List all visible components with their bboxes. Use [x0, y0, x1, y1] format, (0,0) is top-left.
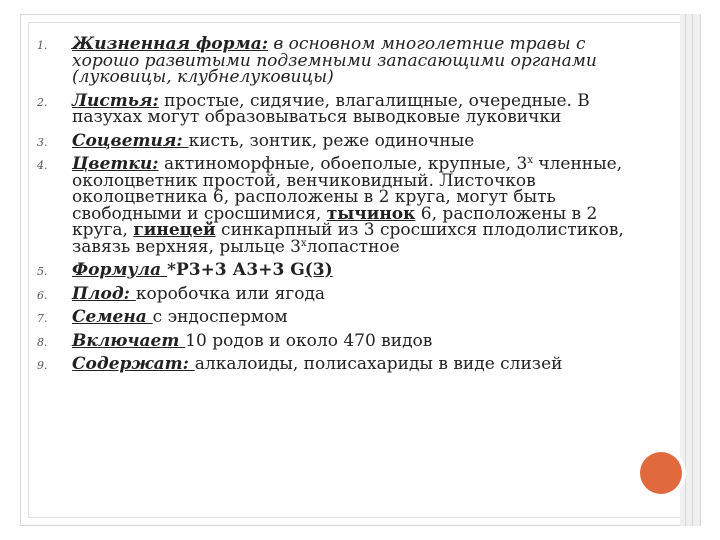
item-text: 6, расположены в 2 круга, — [72, 203, 598, 240]
item-text: кисть, зонтик, реже одиночные — [188, 130, 475, 151]
item-text: синкарпный из 3 сросшихся плодолистиков, завязь верхняя, рыльце 3 — [72, 220, 624, 257]
item-number: 2. — [37, 95, 48, 109]
item-number: 9. — [37, 359, 48, 372]
list-item-includes — [37, 330, 650, 351]
list-item-formula — [37, 260, 650, 280]
list-item-flowers — [37, 154, 650, 257]
orange-circle-decoration — [640, 452, 682, 494]
item-text: лопастное — [306, 236, 400, 257]
list-item-life-form — [37, 34, 650, 87]
item-number: 7. — [37, 312, 48, 325]
list-item-fruit — [37, 283, 650, 304]
gynoecium-term: гинецей — [133, 220, 216, 240]
item-number: 4. — [37, 159, 48, 172]
item-number: 6. — [37, 288, 48, 302]
item-term: Жизненная форма: — [72, 34, 268, 54]
item-text: 10 родов и около 470 видов — [185, 330, 433, 351]
list-item-contains — [37, 354, 650, 374]
item-term: Соцветия: — [72, 130, 189, 151]
item-term: Листья: — [72, 90, 159, 111]
item-number: 8. — [37, 335, 48, 349]
list-item-inflorescence — [37, 130, 650, 151]
item-term: Содержат: — [72, 354, 195, 374]
item-text: коробочка или ягода — [135, 283, 326, 304]
item-number: 1. — [37, 39, 48, 52]
item-term: Плод: — [72, 283, 136, 304]
stamen-term: тычинок — [326, 203, 416, 224]
flower-formula-ovary: (3) — [304, 260, 333, 280]
list-item-leaves — [37, 90, 650, 127]
superscript: х — [527, 155, 533, 166]
item-text: с эндоспермом — [152, 307, 288, 327]
list-item-seeds — [37, 307, 650, 327]
item-number: 5. — [37, 265, 48, 278]
item-text: простые, сидячие, влагалищные, очередные. В пазухах могут образовываться выводковые луковички — [72, 90, 590, 127]
item-text: алкалоиды, полисахариды в виде слизей — [194, 354, 563, 374]
characteristics-list — [37, 34, 650, 374]
item-number: 3. — [37, 135, 48, 149]
flower-formula: *Р3+3 А3+3 G — [167, 260, 305, 280]
band-lines — [685, 14, 693, 526]
item-text: членные, околоцветник простой, венчиковидный. Листочков околоцветника 6, расположены в 2 круга, могут быть свободными и сросшимися, — [72, 154, 623, 224]
item-term: Цветки: — [72, 154, 159, 174]
item-term: Семена — [72, 307, 153, 327]
item-term: Формула — [72, 260, 168, 280]
item-text: актиноморфные, обоеполые, крупные, 3 — [158, 154, 528, 174]
item-text: в основном многолетние травы с хорошо развитыми подземными запасающими органами (луковицы, клубнелуковицы) — [72, 34, 597, 87]
right-decorative-band — [680, 14, 700, 526]
superscript: х — [301, 237, 307, 249]
item-term: Включает — [72, 330, 186, 351]
